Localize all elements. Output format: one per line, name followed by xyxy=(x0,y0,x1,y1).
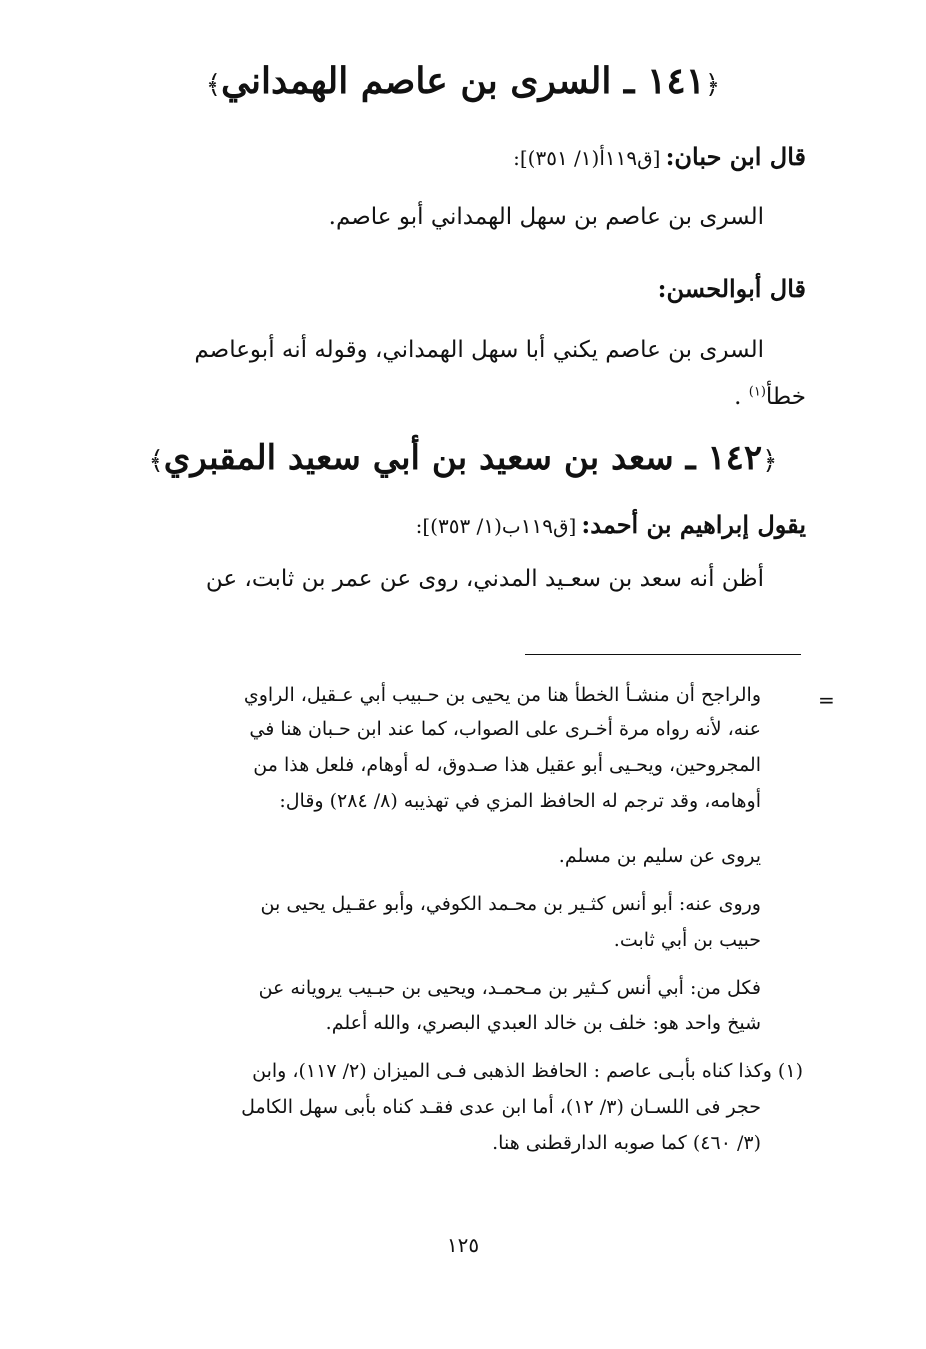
continuation-mark: = xyxy=(818,688,835,712)
entry-142-title xyxy=(140,438,786,478)
abulhasan-label: قال أبوالحسن: xyxy=(657,274,806,303)
footnote-fakul-line-1: فكل من: أبي أنس كـثير بن مـحمـد، ويحيى بن حبـيب يرويانه عن xyxy=(258,977,761,999)
footnote-cont-line-4: أوهامه، وقد ترجم له الحافظ المزي في تهذيبه (٨/ ٢٨٤) وقال: xyxy=(279,790,761,812)
ornament-open-icon: ﴿ xyxy=(762,446,778,476)
footnote-cont-line-1: والراجح أن منشـأ الخطأ هنا من يحيى بن حـبيب أبي عـقيل، الراوي xyxy=(243,684,761,706)
footnote-cont-line-3: المجروحين، ويحـيى أبو عقيل هذا صـدوق، له أوهام، فلعل هذا من xyxy=(253,754,761,776)
page-number: ١٢٥ xyxy=(446,1233,480,1257)
ornament-open-icon: ﴿ xyxy=(705,70,721,100)
abulhasan-text-word: خطأ xyxy=(765,384,806,410)
entry-142-heading: ١٤٢ ـ سعد بن سعيد بن أبي سعيد المقبري xyxy=(163,438,763,478)
footnote-1-line-1: (١) وكذا كناه بأبـى عاصم : الحافظ الذهبى فـى الميزان (٢/ ١١٧)، وابن xyxy=(252,1060,803,1082)
footnote-1-line-3: (٣/ ٤٦٠) كما صوبه الدارقطنى هنا. xyxy=(492,1132,761,1154)
entry-141-heading: ١٤١ ـ السرى بن عاصم الهمداني xyxy=(220,60,706,102)
abulhasan-text-line-1: السرى بن عاصم يكني أبا سهل الهمداني، وقوله أنه أبوعاصم xyxy=(194,337,764,363)
entry-141-title xyxy=(150,60,776,102)
ibn-hibban-text: السرى بن عاصم بن سهل الهمداني أبو عاصم. xyxy=(328,204,764,230)
ibn-hibban-line xyxy=(513,142,806,171)
footnote-fakul-line-2: شيخ واحد هو: خلف بن خالد العبدي البصري، والله أعلم. xyxy=(325,1012,761,1034)
ornament-close-icon: ﴾ xyxy=(205,70,221,100)
footnote-ref-1: (١) xyxy=(748,384,766,400)
ibrahim-text: أظن أنه سعد بن سعـيد المدني، روى عن عمر بن ثابت، عن xyxy=(205,566,764,592)
abulhasan-text-line-2 xyxy=(734,384,806,410)
abulhasan-text-end: . xyxy=(734,384,742,410)
ibrahim-label: يقول إبراهيم بن أحمد: xyxy=(581,510,806,539)
ornament-close-icon: ﴾ xyxy=(148,446,164,476)
footnote-cont-line-2: عنه، لأنه رواه مرة أخـرى على الصواب، كما عند ابن حـبان هنا في xyxy=(249,718,761,740)
footnote-1-line-2: حجر فى اللسـان (٣/ ١٢)، أما ابن عدى فقـد كناه بأبى سهل الكامل xyxy=(241,1096,761,1118)
footnote-yarwi-line: يروى عن سليم بن مسلم. xyxy=(558,845,761,867)
footnote-rawa-line-2: حبيب بن أبي ثابت. xyxy=(613,929,761,951)
ibn-hibban-label: قال ابن حبان: xyxy=(665,142,806,171)
footnote-rawa-line-1: وروى عنه: أبو أنس كثـير بن محـمد الكوفي، وأبو عقـيل يحيى بن xyxy=(260,893,761,915)
ibn-hibban-ref: [ق١١٩أ(١/ ٣٥١)]: xyxy=(513,146,661,170)
ibrahim-line xyxy=(416,510,806,539)
footnote-separator xyxy=(525,654,801,655)
ibrahim-ref: [ق١١٩ب(١/ ٣٥٣)]: xyxy=(415,514,577,538)
